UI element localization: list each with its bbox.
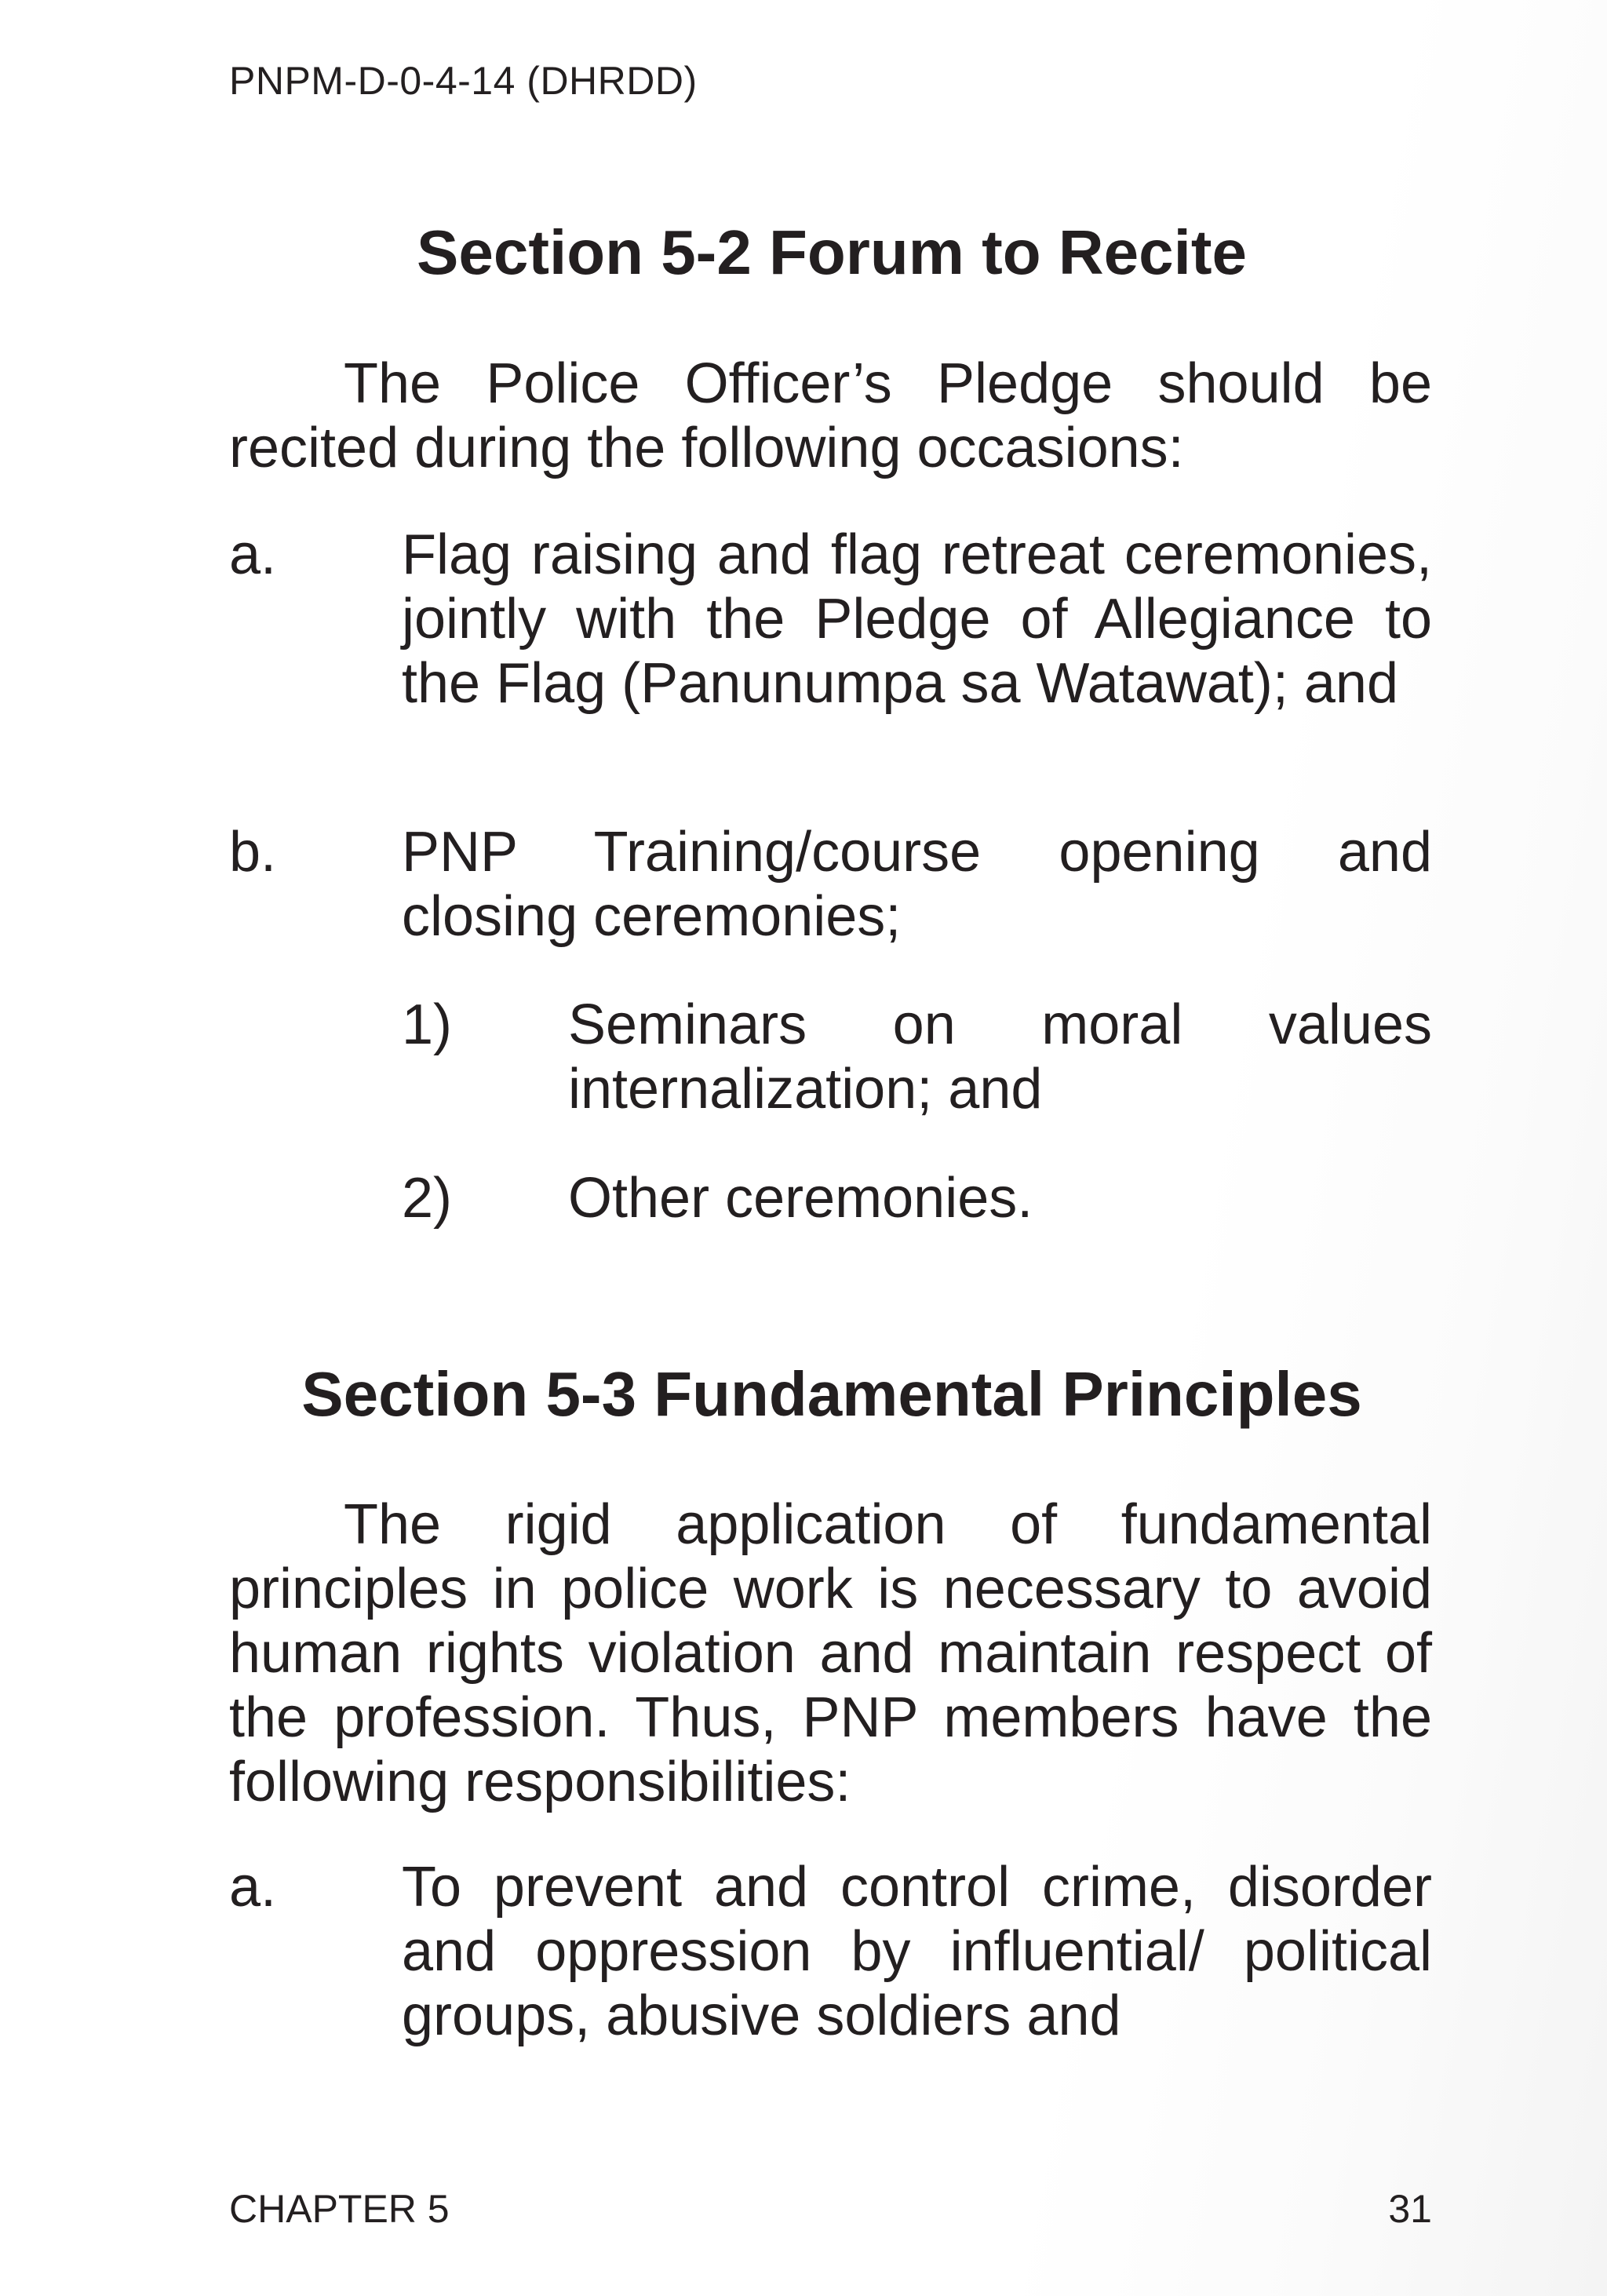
list-marker-b: b. (229, 821, 277, 884)
section-heading-5-2: Section 5-2 Forum to Recite (417, 217, 1247, 287)
sub-list-marker-1: 1) (402, 993, 453, 1056)
section-heading-5-3: Section 5-3 Fundamental Principles (301, 1359, 1362, 1429)
list-item-b (229, 820, 1432, 953)
sub-list-marker-2: 2) (402, 1167, 453, 1230)
list-item-b-text: PNP Training/course opening and closing ceremonies; (402, 821, 1432, 948)
list-marker-a: a. (229, 523, 277, 586)
footer-chapter: CHAPTER 5 (229, 2187, 450, 2231)
list-item-a-responsibility-text: To prevent and control crime, disorder and oppression by influential/ political groups, abusive soldiers and (402, 1856, 1432, 2047)
sub-list-item-2 (402, 1166, 1432, 1237)
list-item-a (229, 523, 1432, 782)
list-marker-a-responsibility: a. (229, 1856, 277, 1919)
list-item-a-text: Flag raising and flag retreat ceremonies, jointly with the Pledge of Allegiance to the Flag (Panunumpa sa Watawat); and (402, 523, 1432, 715)
sub-list-item-1-text: Seminars on moral values internalization; and (568, 993, 1432, 1121)
section-5-3-intro: The rigid application of fundamental principles in police work is necessary to avoid human rights violation and maintain respect of the profession. Thus, PNP members have the following responsibilities: (229, 1493, 1432, 1813)
sub-list-item-1 (402, 993, 1432, 1126)
footer-page-number: 31 (1388, 2187, 1432, 2231)
list-item-a-responsibility (229, 1855, 1432, 2051)
document-code: PNPM-D-0-4-14 (DHRDD) (229, 59, 698, 103)
sub-list-item-2-text: Other ceremonies. (568, 1167, 1033, 1230)
section-5-2-intro: The Police Officer’s Pledge should be recited during the following occasions: (229, 352, 1432, 479)
